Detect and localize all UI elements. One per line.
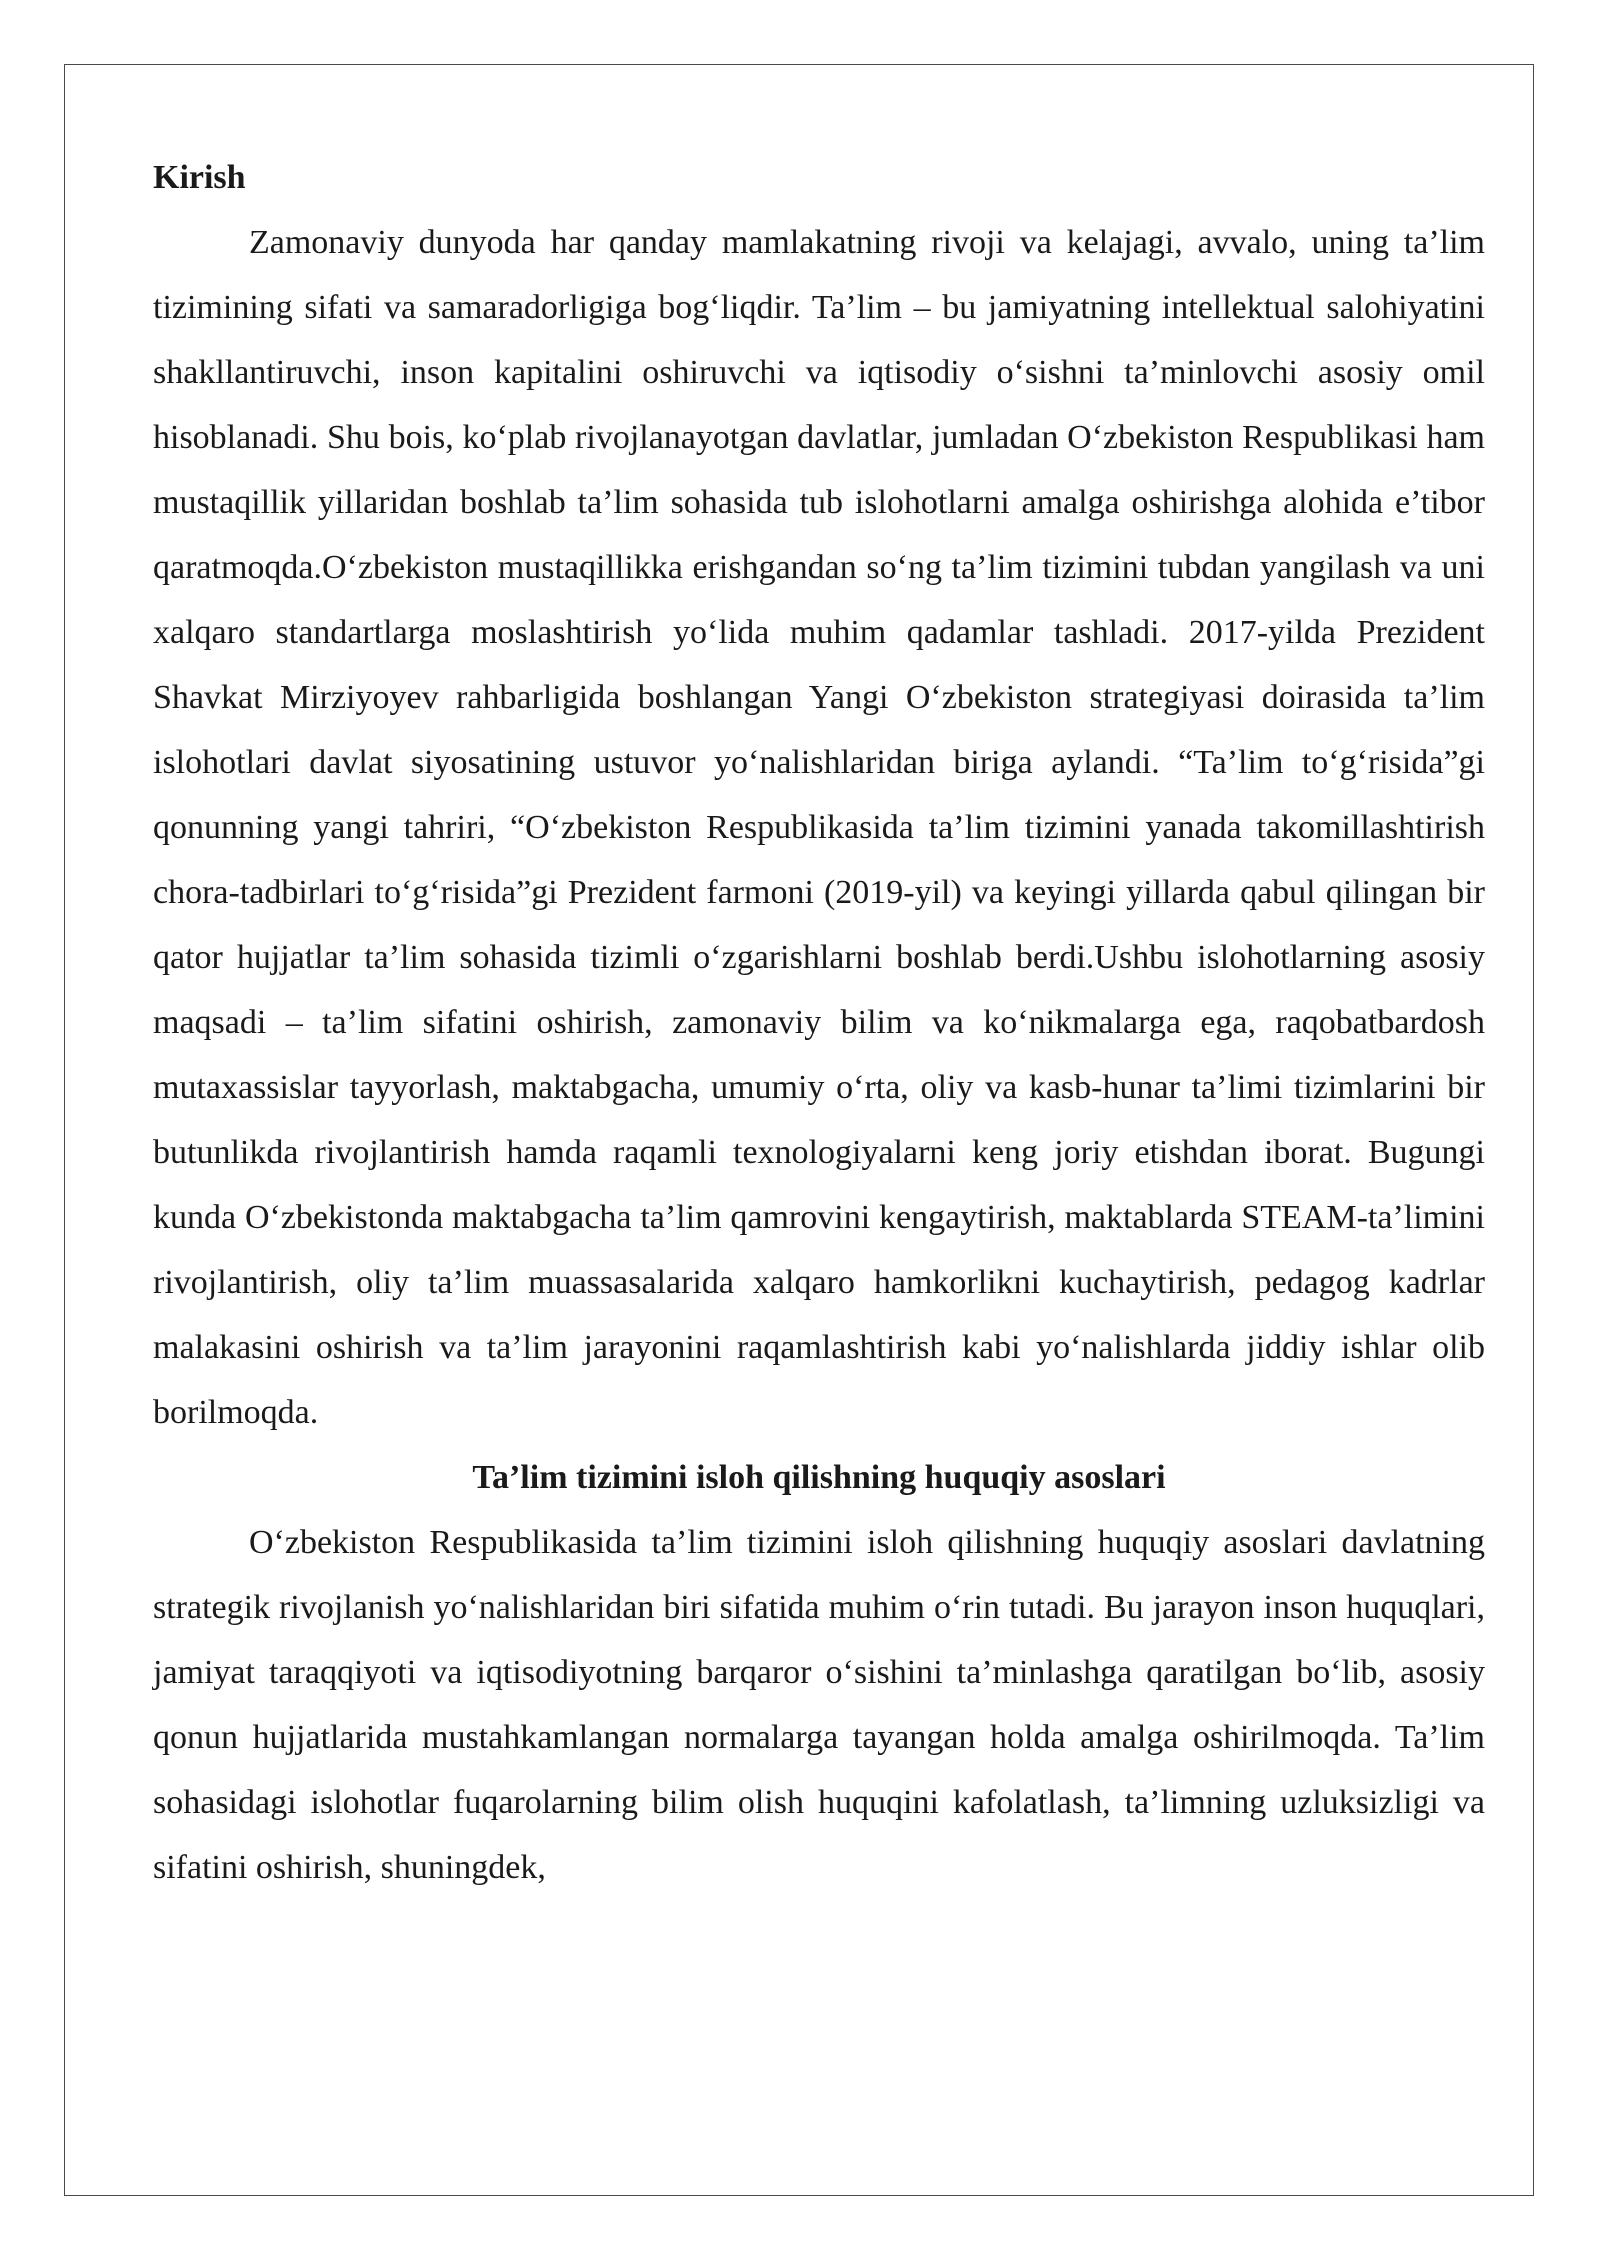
section-paragraph-intro: Zamonaviy dunyoda har qanday mamlakatning rivoji va kelajagi, avvalo, uning ta’lim tizimining sifati va samaradorligiga bog‘liqdir. Ta’lim – bu jamiyatning intellektual salohiyatini shakllantiruvchi, inson kapitalini oshiruvchi va iqtisodiy o‘sishni ta’minlovchi asosiy omil hisoblanadi. Shu bois, ko‘plab rivojlanayotgan davlatlar, jumladan O‘zbekiston Respublikasi ham mustaqillik yillaridan boshlab ta’lim sohasida tub islohotlarni amalga oshirishga alohida e’tibor qaratmoqda.O‘zbekiston mustaqillikka erishgandan so‘ng ta’lim tizimini tubdan yangilash va uni xalqaro standartlarga moslashtirish yo‘lida muhim qadamlar tashladi. 2017-yilda Prezident Shavkat Mirziyoyev rahbarligida boshlangan Yangi O‘zbekiston strategiyasi doirasida ta’lim islohotlari davlat siyosatining ustuvor yo‘nalishlaridan biriga aylandi. “Ta’lim to‘g‘risida”gi qonunning yangi tahriri, “O‘zbekiston Respublikasida ta’lim tizimini yanada takomillashtirish chora-tadbirlari to‘g‘risida”gi Prezident farmoni (2019-yil) va keyingi yillarda qabul qilingan bir qator hujjatlar ta’lim sohasida tizimli o‘zgarishlarni boshlab berdi.Ushbu islohotlarning asosiy maqsadi – ta’lim sifatini oshirish, zamonaviy bilim va ko‘nikmalarga ega, raqobatbardosh mutaxassislar tayyorlash, maktabgacha, umumiy o‘rta, oliy va kasb-hunar ta’limi tizimlarini bir butunlikda rivojlantirish hamda raqamli texnologiyalarni keng joriy etishdan iborat. Bugungi kunda O‘zbekistonda maktabgacha ta’lim qamrovini kengaytirish, maktablarda STEAM-ta’limini rivojlantirish, oliy ta’lim muassasalarida xalqaro hamkorlikni kuchaytirish, pedagog kadrlar malakasini oshirish va ta’lim jarayonini raqamlashtirish kabi yo‘nalishlarda jiddiy ishlar olib borilmoqda. (153, 224, 1485, 1431)
section-heading-legal-basis: Ta’lim tizimini isloh qilishning huquqiy asoslari (472, 1459, 1166, 1496)
document-body (153, 145, 1485, 1900)
section-heading-kirish: Kirish (153, 159, 246, 196)
section-paragraph-legal-basis: O‘zbekiston Respublikasida ta’lim tizimini isloh qilishning huquqiy asoslari davlatning strategik rivojlanish yo‘nalishlaridan biri sifatida muhim o‘rin tutadi. Bu jarayon inson huquqlari, jamiyat taraqqiyoti va iqtisodiyotning barqaror o‘sishini ta’minlashga qaratilgan bo‘lib, asosiy qonun hujjatlarida mustahkamlangan normalarga tayangan holda amalga oshirilmoqda. Ta’lim sohasidagi islohotlar fuqarolarning bilim olish huquqini kafolatlash, ta’limning uzluksizligi va sifatini oshirish, shuningdek, (153, 1524, 1485, 1886)
